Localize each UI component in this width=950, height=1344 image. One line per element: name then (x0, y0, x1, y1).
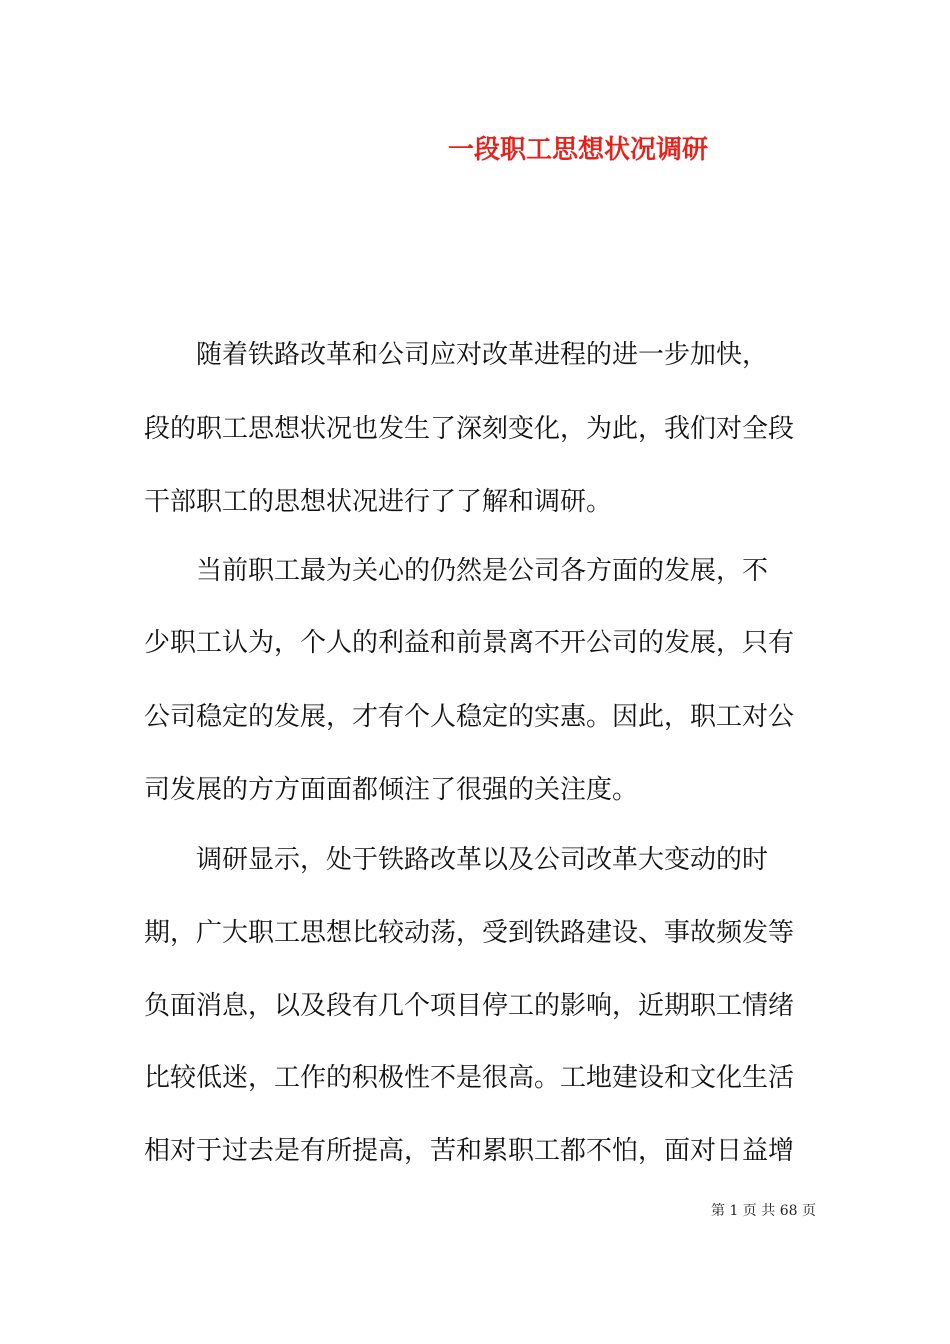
body-line-1: 随着铁路改革和公司应对改革进程的进一步加快， (144, 340, 769, 370)
body-line-9: 期，广大职工思想比较动荡，受到铁路建设、事故频发等 (144, 918, 795, 948)
body-line-8: 调研显示，处于铁路改革以及公司改革大变动的时 (144, 845, 769, 875)
page-footer: 第 1 页 共 68 页 (711, 1203, 816, 1219)
body-line-10: 负面消息，以及段有几个项目停工的影响，近期职工情绪 (144, 991, 795, 1021)
body-line-12: 相对于过去是有所提高，苦和累职工都不怕，面对日益增 (144, 1136, 795, 1166)
body-line-2: 段的职工思想状况也发生了深刻变化，为此，我们对全段 (144, 414, 795, 444)
body-line-7: 司发展的方方面面都倾注了很强的关注度。 (144, 775, 639, 805)
body-line-4: 当前职工最为关心的仍然是公司各方面的发展，不 (144, 556, 769, 586)
body-line-3: 干部职工的思想状况进行了了解和调研。 (144, 487, 613, 517)
body-line-5: 少职工认为，个人的利益和前景离不开公司的发展，只有 (144, 628, 795, 658)
document-title: 一段职工思想状况调研 (448, 135, 709, 165)
body-line-11: 比较低迷，工作的积极性不是很高。工地建设和文化生活 (144, 1063, 795, 1093)
body-line-6: 公司稳定的发展，才有个人稳定的实惠。因此，职工对公 (144, 702, 795, 732)
